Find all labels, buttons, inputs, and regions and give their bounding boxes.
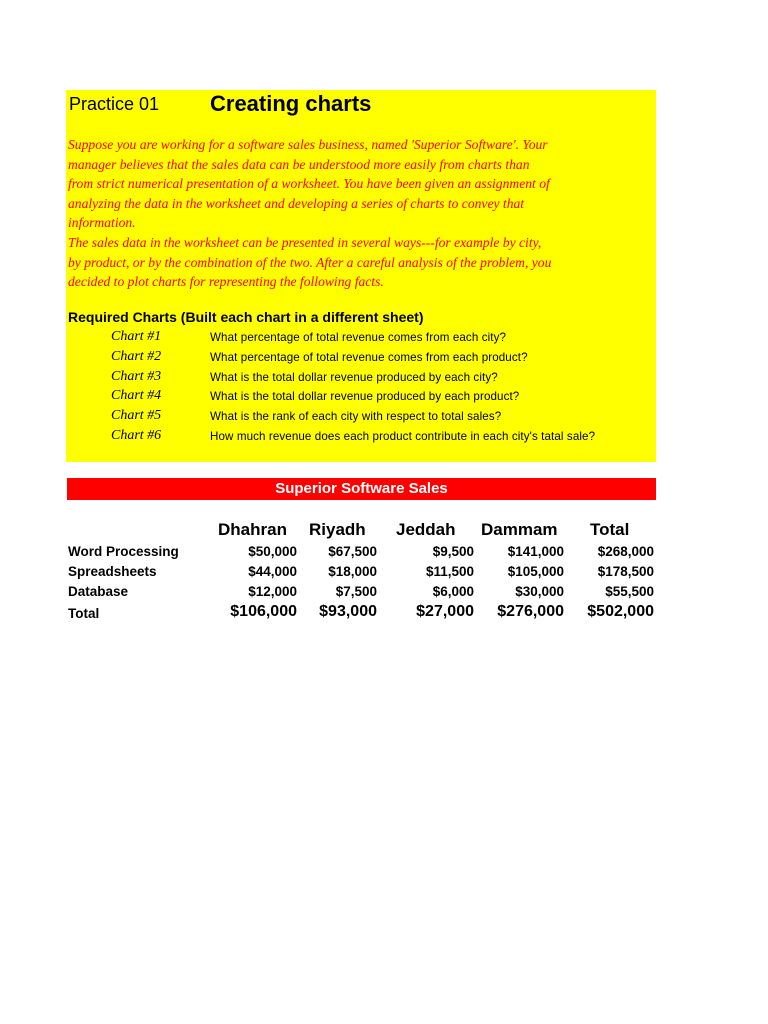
column-header: Total bbox=[590, 520, 630, 539]
table-cell: $7,500 bbox=[335, 584, 377, 599]
column-header: Riyadh bbox=[309, 520, 366, 539]
total-cell: $93,000 bbox=[319, 603, 377, 620]
intro-paragraph bbox=[68, 135, 648, 292]
table-cell: $44,000 bbox=[248, 564, 297, 579]
row-label: Spreadsheets bbox=[68, 564, 157, 579]
column-header: Jeddah bbox=[396, 520, 456, 539]
chart-label: Chart #6 bbox=[111, 428, 162, 443]
chart-label: Chart #5 bbox=[111, 408, 162, 423]
table-cell: $12,000 bbox=[248, 584, 297, 599]
total-cell: $27,000 bbox=[416, 603, 474, 620]
table-cell: $67,500 bbox=[328, 544, 377, 559]
table-cell: $9,500 bbox=[432, 544, 474, 559]
chart-question: What is the total dollar revenue produced by each city? bbox=[210, 371, 498, 384]
intro-line: by product, or by the combination of the two. After a careful analysis of the problem, you bbox=[68, 254, 552, 270]
intro-line: Suppose you are working for a software sales business, named 'Superior Software'. Your bbox=[68, 137, 548, 152]
total-cell: $106,000 bbox=[230, 603, 297, 620]
required-charts-heading: Required Charts (Built each chart in a different sheet) bbox=[68, 309, 424, 325]
chart-question: What percentage of total revenue comes from each product? bbox=[210, 351, 528, 364]
table-cell: $268,000 bbox=[597, 544, 654, 559]
table-cell: $55,500 bbox=[605, 584, 654, 599]
table-cell: $6,000 bbox=[432, 584, 474, 599]
intro-line: from strict numerical presentation of a worksheet. You have been given an assignment of bbox=[68, 176, 550, 192]
chart-label: Chart #1 bbox=[111, 329, 162, 344]
table-cell: $11,500 bbox=[425, 564, 474, 579]
row-label: Word Processing bbox=[68, 544, 179, 559]
table-cell: $178,500 bbox=[597, 564, 654, 579]
row-label-total: Total bbox=[68, 606, 100, 621]
table-cell: $141,000 bbox=[507, 544, 564, 559]
table-cell: $30,000 bbox=[515, 584, 564, 599]
table-cell: $50,000 bbox=[248, 544, 297, 559]
column-header: Dhahran bbox=[218, 520, 287, 539]
page-title: Creating charts bbox=[210, 91, 372, 116]
total-cell: $276,000 bbox=[497, 603, 564, 620]
chart-question: How much revenue does each product contribute in each city's tatal sale? bbox=[210, 430, 596, 443]
table-cell: $18,000 bbox=[328, 564, 377, 579]
practice-label: Practice 01 bbox=[69, 94, 160, 114]
column-header: Dammam bbox=[481, 520, 558, 539]
total-cell: $502,000 bbox=[587, 603, 654, 620]
chart-question: What percentage of total revenue comes from each city? bbox=[210, 331, 507, 344]
chart-label: Chart #4 bbox=[111, 388, 162, 403]
chart-label: Chart #3 bbox=[111, 369, 162, 384]
sales-table-banner: Superior Software Sales bbox=[67, 478, 656, 500]
intro-line: analyzing the data in the worksheet and developing a series of charts to convey that bbox=[68, 195, 525, 211]
table-cell: $105,000 bbox=[507, 564, 564, 579]
chart-question: What is the total dollar revenue produced by each product? bbox=[210, 390, 520, 403]
intro-line: decided to plot charts for representing the following facts. bbox=[68, 274, 384, 290]
chart-label: Chart #2 bbox=[111, 349, 162, 364]
row-label: Database bbox=[68, 584, 129, 599]
intro-line: information. bbox=[68, 215, 136, 231]
chart-question: What is the rank of each city with respect to total sales? bbox=[210, 410, 502, 423]
intro-line: manager believes that the sales data can be understood more easily from charts than bbox=[68, 156, 530, 172]
intro-line: The sales data in the worksheet can be presented in several ways---for example by city, bbox=[68, 234, 542, 250]
